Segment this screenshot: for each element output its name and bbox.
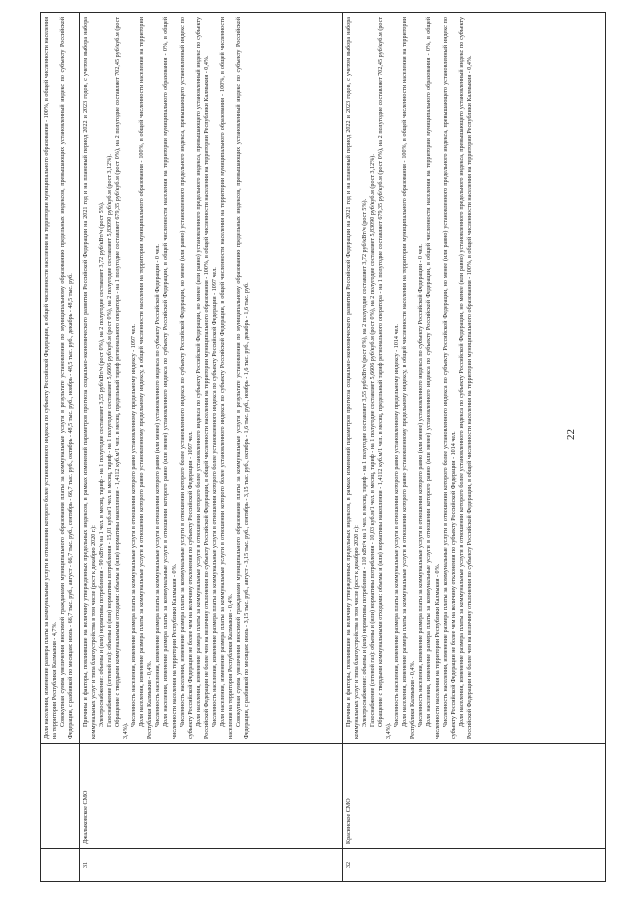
description-cell	[80, 13, 343, 744]
text-line: Доля населения, изменение размера платы за коммунальные услуги в отношении которого более установленного индекса по субъекту Российской Федерации, но менее (или равно) установленного предельного индекса, превышающего установленный индекс по субъекту Российской Федерации не более чем на величину отклонения по субъекту Российской Федерации, в общей численности населения на территории муниципального образования - 100%, в общей численности населения на территории Республики Калмыкия - 0,4%.	[458, 17, 473, 739]
indices-table	[40, 12, 606, 882]
table-row	[41, 13, 80, 882]
description-cell	[343, 13, 606, 744]
text-line: Численность населения, изменение размера платы за коммунальные услуги в отношении которого более установленного индекса по субъекту Российской Федерации, но менее (или равно) установленного предельного индекса, превышающего установленный индекс по субъекту Российской Федерации не более чем на величину отклонения по субъекту Российской Федерации - 1014 чел.	[442, 17, 457, 739]
page-number: 22	[565, 429, 577, 440]
text-line: Доля населения, изменение размера платы за коммунальные услуги в отношении которого более установленного индекса по субъекту Российской Федерации, в общей численности населения на территории муниципального образования - 100%, в общей численности населения на территории Республики Калмыкия - 0,4%.	[219, 17, 234, 739]
table-row	[343, 13, 606, 882]
text-line: Численность населения, изменение размера платы за коммунальные услуги в отношении которого более установленного индекса по субъекту Российской Федерации, но менее (или равно) установленного предельного индекса, превышающего установленный индекс по субъекту Российской Федерации не более чем на величину отклонения по субъекту Российской Федерации - 1097 чел.	[179, 17, 194, 739]
text-line: Обращение с твердыми коммунальными отходами: объемы и (или) нормативы накопления - 1,4112 куб.м/1 чел. в месяц, предельный тариф регионального оператора - на 1 полугодие составляет 679,35 руб/куб.м (рост 0%), на 2 полугодие составляет 702,45 руб/куб.м (рост 3,4%).	[115, 17, 130, 739]
text-line: Электроснабжение: объемы и (или) нормативы потребления - 90 кВт/ч на 1 чел. в месяц, тариф - на 1 полугодие составляет 3,55 руб/кВт/ч (рост 0%), на 2 полугодие составляет 3,72 руб/кВт/ч (рост 5%).	[99, 201, 106, 727]
text-line: Газоснабжение (сетевой газ): объемы и (или) нормативы потребления - 15,01 куб.м/1 чел. в месяц, тариф - на 1 полугодие составляет 5,6606 руб/куб.м (рост 0%), на 2 полугодие составляет 5,83090 руб/куб.м (рост 3,12%).	[107, 154, 114, 727]
row-number-cell	[41, 849, 80, 882]
text-line: Доля населения, изменение размера платы за коммунальные услуги в отношении которого более установленного индекса по субъекту Российской Федерации, но менее (или равно) установленного предельного индекса, превышающего установленный индекс по субъекту Российской Федерации не более чем на величину отклонения по субъекту Российской Федерации, в общей численности населения на территории муниципального образования - 100%, в общей численности населения на территории Республики Калмыкия - 0,4%.	[195, 17, 210, 739]
text-line: Причины и факторы, повлиявшие на величину утвержденных предельных индексов, в рамках изменений параметров прогноза социально-экономического развития Российской Федерации на 2021 год и на плановый период 2022 и 2023 годов, с учетом выбора набора коммунальных услуг и типа благоустройства в том числе (рост к декабрю 2020 г.):	[346, 17, 361, 739]
municipality-cell	[41, 744, 80, 849]
text-line: Численность населения, изменение размера платы за коммунальные услуги в отношении которого равно (или менее) установленного индекса по субъекту Российской Федерации - 0 чел.	[155, 244, 162, 727]
text-line: Совокупная сумма увеличения вносимой гражданами муниципального образования платы за коммунальные услуги в результате установления по муниципальному образованию предельных индексов, превышающих установленный индекс по субъекту Российской Федерации, с разбивкой по месяцам: июль - 66,7 тыс. руб., август - 66,7 тыс. руб., сентябрь - 66,7 тыс. руб., октябрь - 48,5 тыс. руб., ноябрь - 48,5 тыс. руб., декабрь - 48,5 тыс. руб.	[60, 17, 75, 739]
text-line: Численность населения, изменение размера платы за коммунальные услуги в отношении которого равно установленному предельному индексу - 1097 чел.	[131, 324, 138, 727]
table-row	[80, 13, 343, 882]
text-line: Численность населения, изменение размера платы за коммунальные услуги в отношении которого равно установленному предельному индексу - 1014 чел.	[394, 324, 401, 727]
description-cell	[41, 13, 80, 744]
municipality-cell: Красинское СМО	[343, 744, 606, 849]
text-line: Численность населения, изменение размера платы за коммунальные услуги в отношении которого равно (или менее) установленного индекса по субъекту Российской Федерации - 0 чел.	[418, 244, 425, 727]
text-line: Причины и факторы, повлиявшие на величину утвержденных предельных индексов, в рамках изменений параметров прогноза социально-экономического развития Российской Федерации на 2021 год и на плановый период 2022 и 2023 годов, с учетом выбора набора коммунальных услуг и типа благоустройства в том числе (рост к декабрю 2020 г.):	[83, 17, 98, 739]
municipality-cell: Джалыковское СМО	[80, 744, 343, 849]
text-line: Доля населения, изменение размера платы за коммунальные услуги в отношении которого равно (или менее) установленного индекса по субъекту Российской Федерации, в общей численности населения на территории муниципального образования - 0%, в общей численности населения на территории Республики Калмыкия - 0%.	[163, 17, 178, 739]
text-line: Газоснабжение (сетевой газ): объемы и (или) нормативы потребления - 10,03 куб.м/1 чел. в месяц, тариф - на 1 полугодие составляет 5,6606 руб/куб.м (рост 0%), на 2 полугодие составляет 5,83090 руб/куб.м (рост 3,12%).	[370, 154, 377, 727]
text-line: Обращение с твердыми коммунальными отходами: объемы и (или) нормативы накопления - 1,4112 куб.м/1 чел. в месяц, предельный тариф регионального оператора - на 1 полугодие составляет 679,35 руб/куб.м (рост 0%), на 2 полугодие составляет 702,45 руб/куб.м (рост 3,4%).	[378, 17, 393, 739]
text-line: Доля населения, изменение размера платы за коммунальные услуги в отношении которого более установленного индекса по субъекту Российской Федерации, в общей численности населения на территории муниципального образования - 100%, в общей численности населения на территории Республики Калмыкия - 4,7%.	[44, 17, 59, 739]
text-line: Доля населения, изменение размера платы за коммунальные услуги в отношении которого равно установленному предельному индексу, в общей численности населения на территории муниципального образования - 100%, в общей численности населения на территории Республики Калмыкия - 0,4%.	[402, 17, 417, 739]
text-line: Доля населения, изменение размера платы за коммунальные услуги в отношении которого равно (или менее) установленного индекса по субъекту Российской Федерации, в общей численности населения на территории муниципального образования - 0%, в общей численности населения на территории Республики Калмыкия - 0%.	[426, 17, 441, 739]
row-number-cell: 32	[343, 849, 606, 882]
row-number-cell: 31	[80, 849, 343, 882]
text-line: Электроснабжение: объемы и (или) нормативы потребления - 110 кВт/ч на 1 чел. в месяц, тариф - на 1 полугодие составляет 3,55 руб/кВт/ч (рост 0%), на 2 полугодие составляет 3,72 руб/кВт/ч (рост 5%).	[362, 198, 369, 727]
rotated-table-container	[40, 12, 600, 882]
text-line: Доля населения, изменение размера платы за коммунальные услуги в отношении которого равно установленному предельному индексу, в общей численности населения на территории муниципального образования - 100%, в общей численности населения на территории Республики Калмыкия - 0,4%.	[139, 17, 154, 739]
text-line: Совокупная сумма увеличения вносимой гражданами муниципального образования платы за коммунальные услуги в результате установления по муниципальному образованию предельных индексов, превышающих установленный индекс по субъекту Российской Федерации, с разбивкой по месяцам: июль - 3,15 тыс. руб., август - 3,15 тыс. руб., сентябрь - 3,15 тыс. руб., октябрь - 1,6 тыс. руб., ноябрь - 1,6 тыс. руб., декабрь - 1,6 тыс. руб.	[235, 17, 250, 739]
text-line: Численность населения, изменение размера платы за коммунальные услуги в отношении которого более установленного индекса по субъекту Российской Федерации - 1097 чел.	[211, 267, 218, 727]
